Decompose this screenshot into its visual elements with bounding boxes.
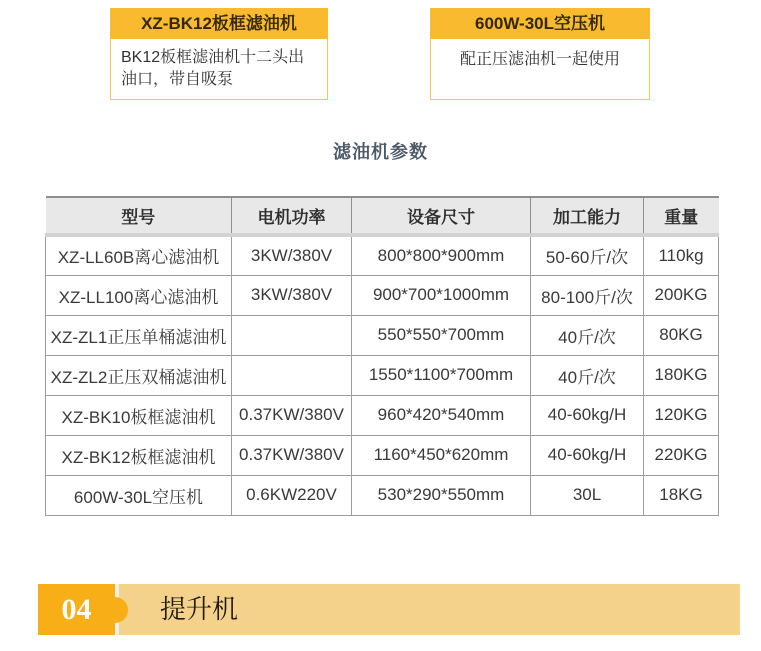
table-cell [232,315,352,355]
table-cell: XZ-LL60B离心滤油机 [46,235,232,275]
table-cell: 0.6KW220V [232,475,352,515]
spec-table-body [46,235,719,515]
table-cell: 40斤/次 [531,355,644,395]
table-cell: 600W-30L空压机 [46,475,232,515]
product-card-description: BK12板框滤油机十二头出油口，带自吸泵 [110,39,328,100]
table-cell: 40-60kg/H [531,435,644,475]
table-cell: 900*700*1000mm [352,275,531,315]
table-cell: 120KG [644,395,719,435]
table-cell: 80-100斤/次 [531,275,644,315]
section-title: 滤油机参数 [333,142,428,162]
product-card-title: XZ-BK12板框滤油机 [110,8,328,39]
table-cell: 180KG [644,355,719,395]
table-cell: 50-60斤/次 [531,235,644,275]
product-card-bk12 [110,8,328,100]
table-cell: 40斤/次 [531,315,644,355]
table-cell: 18KG [644,475,719,515]
table-row [46,435,719,475]
table-row [46,235,719,275]
table-cell: 0.37KW/380V [232,435,352,475]
table-cell: 3KW/380V [232,275,352,315]
table-cell: 200KG [644,275,719,315]
column-header-model: 型号 [46,197,232,235]
table-cell: XZ-BK10板框滤油机 [46,395,232,435]
product-card-title: 600W-30L空压机 [430,8,650,39]
table-cell: 0.37KW/380V [232,395,352,435]
table-cell: 1550*1100*700mm [352,355,531,395]
table-cell: 800*800*900mm [352,235,531,275]
product-card-description: 配正压滤油机一起使用 [430,39,650,100]
table-row [46,275,719,315]
section-banner [0,584,761,635]
section-banner-label: 提升机 [160,594,239,624]
table-cell: 30L [531,475,644,515]
table-row [46,475,719,515]
table-cell: XZ-ZL2正压双桶滤油机 [46,355,232,395]
table-row [46,355,719,395]
table-cell: 80KG [644,315,719,355]
spec-table-header [46,197,719,235]
column-header-weight: 重量 [644,197,719,235]
table-cell: 960*420*540mm [352,395,531,435]
table-cell: XZ-BK12板框滤油机 [46,435,232,475]
table-header-row [46,197,719,235]
table-cell: 530*290*550mm [352,475,531,515]
table-cell: 3KW/380V [232,235,352,275]
table-cell: 40-60kg/H [531,395,644,435]
spec-table [45,196,719,516]
column-header-capacity: 加工能力 [531,197,644,235]
banner-bar [119,584,740,635]
table-cell: XZ-ZL1正压单桶滤油机 [46,315,232,355]
table-row [46,395,719,435]
product-card-compressor [430,8,650,100]
table-cell: XZ-LL100离心滤油机 [46,275,232,315]
table-cell [232,355,352,395]
table-cell: 1160*450*620mm [352,435,531,475]
column-header-equipment-size: 设备尺寸 [352,197,531,235]
table-cell: 110kg [644,235,719,275]
section-number-badge: 04 [38,584,115,635]
table-cell: 220KG [644,435,719,475]
table-row [46,315,719,355]
column-header-motor-power: 电机功率 [232,197,352,235]
table-cell: 550*550*700mm [352,315,531,355]
